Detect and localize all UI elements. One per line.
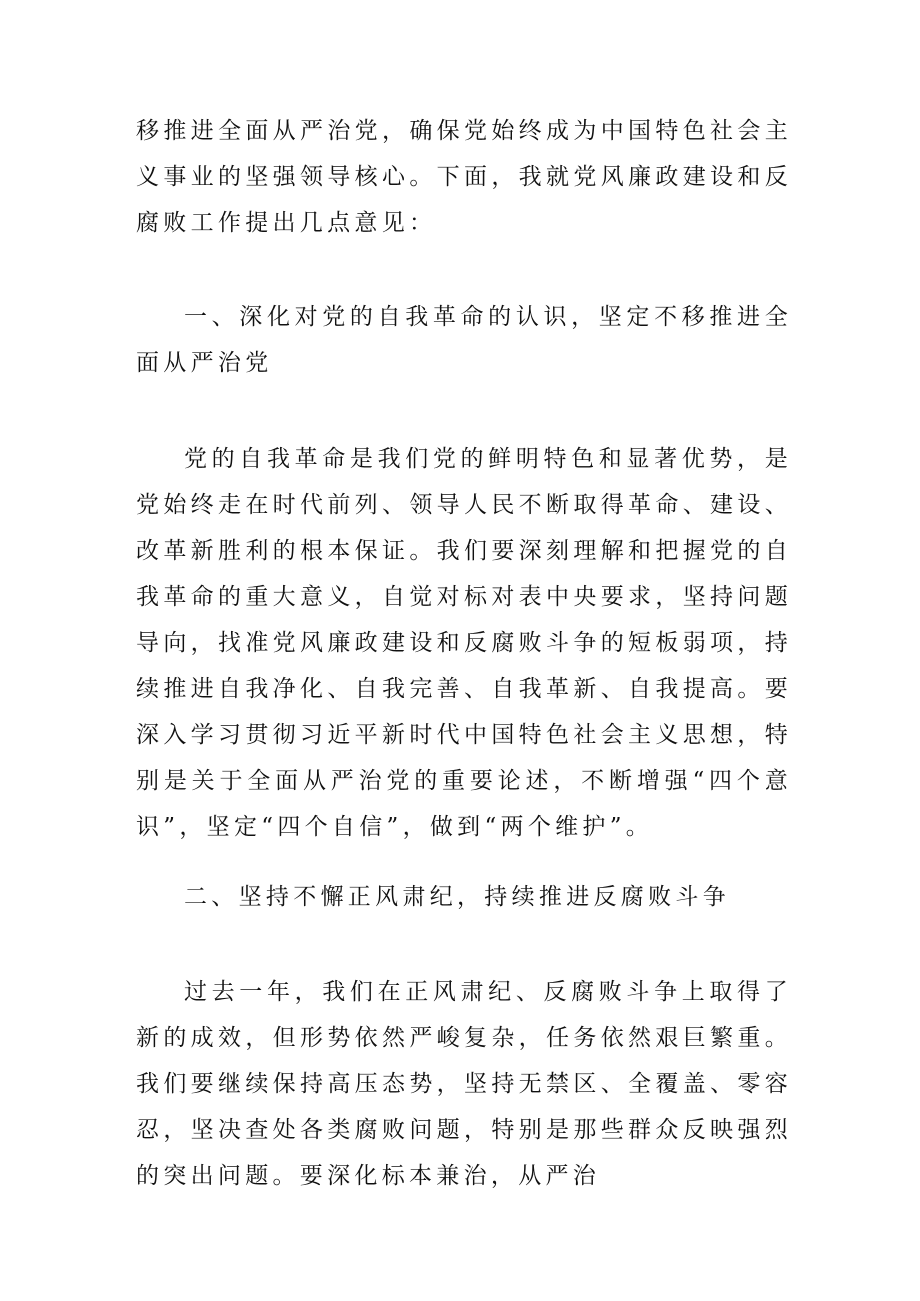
section-heading-1: 一、深化对党的自我革命的认识，坚定不移推进全面从严治党 (136, 304, 792, 376)
body-paragraph-1: 党的自我革命是我们党的鲜明特色和显著优势，是党始终走在时代前列、领导人民不断取得革命、建设、改革新胜利的根本保证。我们要深刻理解和把握党的自我革命的重大意义，自觉对标对表中央要求，坚持问题导向，找准党风廉政建设和反腐败斗争的短板弱项，持续推进自我净化、自我完善、自我革新、自我提高。要深入学习贯彻习近平新时代中国特色社会主义思想，特别是关于全面从严治党的重要论述，不断增强“四个意识”，坚定“四个自信”，做到“两个维护”。 (136, 446, 792, 840)
body-paragraph-continued: 移推进全面从严治党，确保党始终成为中国特色社会主义事业的坚强领导核心。下面，我就党风廉政建设和反腐败工作提出几点意见： (136, 118, 792, 236)
body-paragraph-2: 过去一年，我们在正风肃纪、反腐败斗争上取得了新的成效，但形势依然严峻复杂，任务依然艰巨繁重。我们要继续保持高压态势，坚持无禁区、全覆盖、零容忍，坚决查处各类腐败问题，特别是那些群众反映强烈的突出问题。要深化标本兼治，从严治 (136, 979, 792, 1189)
section-heading-2: 二、坚持不懈正风肃纪，持续推进反腐败斗争 (184, 884, 730, 910)
